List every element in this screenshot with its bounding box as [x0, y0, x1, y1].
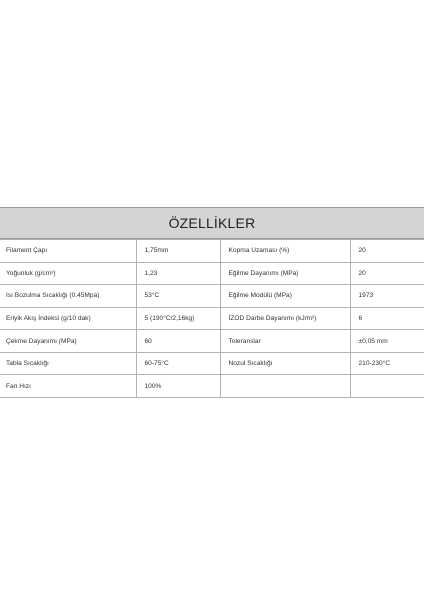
table-row: [0, 375, 424, 398]
property-value: 1,75mm: [136, 240, 220, 263]
table-row: [0, 330, 424, 353]
spec-title: ÖZELLİKLER: [168, 215, 256, 231]
property-value: 1,23: [136, 262, 220, 285]
property-value: 60-75°C: [136, 352, 220, 375]
property-value: 6: [350, 307, 424, 330]
property-value: 1973: [350, 285, 424, 308]
property-value: 210-230°C: [350, 352, 424, 375]
property-value: 20: [350, 240, 424, 263]
spec-table: [0, 239, 424, 398]
property-label: Kopma Uzaması (%): [220, 240, 350, 263]
property-value: 53°C: [136, 285, 220, 308]
table-row: [0, 240, 424, 263]
spec-header: [0, 207, 424, 239]
property-label: Isı Bozulma Sıcaklığı (0.45Mpa): [0, 285, 136, 308]
property-label: Fan Hızı: [0, 375, 136, 398]
property-label: Filament Çapı: [0, 240, 136, 263]
property-value: [350, 375, 424, 398]
property-label: İZOD Darbe Dayanımı (kJ/m²): [220, 307, 350, 330]
property-label: Toleranslar: [220, 330, 350, 353]
property-value: ±0,05 mm: [350, 330, 424, 353]
table-row: [0, 352, 424, 375]
property-value: 20: [350, 262, 424, 285]
table-row: [0, 262, 424, 285]
property-label: Eriyik Akış İndeksi (g/10 dak): [0, 307, 136, 330]
property-label: Tabla Sıcaklığı: [0, 352, 136, 375]
property-label: Çekme Dayanımı (MPa): [0, 330, 136, 353]
property-label: [220, 375, 350, 398]
table-row: [0, 307, 424, 330]
table-row: [0, 285, 424, 308]
property-label: Eğilme Dayanımı (MPa): [220, 262, 350, 285]
property-value: 60: [136, 330, 220, 353]
spec-sheet: [0, 207, 424, 398]
property-label: Yoğunluk (g/cm³): [0, 262, 136, 285]
property-label: Nozul Sıcaklığı: [220, 352, 350, 375]
property-label: Eğilme Modülü (MPa): [220, 285, 350, 308]
property-value: 5 (190°C/2,16kg): [136, 307, 220, 330]
property-value: 100%: [136, 375, 220, 398]
